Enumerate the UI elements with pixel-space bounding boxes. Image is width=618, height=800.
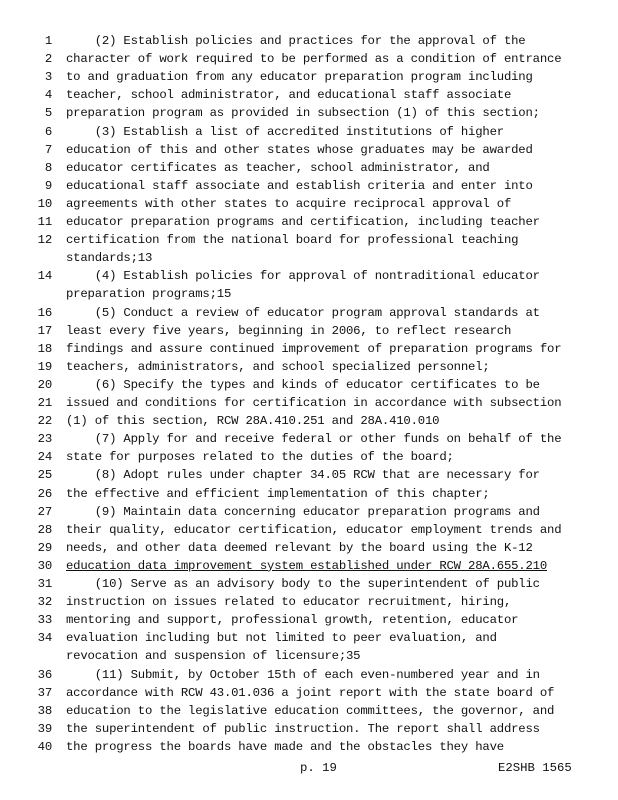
line-text: education data improvement system established under RCW 28A.655.210 xyxy=(66,558,548,573)
line-number: 8 xyxy=(44,160,52,175)
document-line xyxy=(0,50,618,68)
line-number: 26 xyxy=(37,486,52,501)
document-line xyxy=(0,340,618,358)
line-number: 34 xyxy=(37,631,52,646)
document-line xyxy=(0,702,618,720)
line-text: least every five years, beginning in 2006, to reflect research xyxy=(66,323,512,338)
line-number: 33 xyxy=(37,613,52,628)
line-text: findings and assure continued improvement of preparation programs for xyxy=(66,341,562,356)
document-line xyxy=(0,629,618,647)
line-text: state for purposes related to the duties of the board; xyxy=(66,450,454,465)
line-text: mentoring and support, professional growth, retention, educator xyxy=(66,613,519,628)
document-line xyxy=(0,647,618,665)
document-line xyxy=(0,68,618,86)
line-text: preparation programs;15 xyxy=(66,287,232,302)
line-text: educator preparation programs and certification, including teacher xyxy=(66,215,540,229)
document-line xyxy=(0,412,618,430)
line-number: 11 xyxy=(37,215,52,229)
line-number: 10 xyxy=(37,196,52,211)
line-number: 24 xyxy=(37,450,52,465)
line-number: 21 xyxy=(37,396,52,410)
line-text: (1) of this section, RCW 28A.410.251 and 28A.410.010 xyxy=(66,414,440,429)
document-line xyxy=(0,231,618,249)
line-text: education of this and other states whose graduates may be awarded xyxy=(66,142,533,157)
line-number: 29 xyxy=(37,540,52,555)
line-number: 38 xyxy=(37,703,52,718)
line-text: preparation program as provided in subsection (1) of this section; xyxy=(66,106,540,121)
line-text: educator certificates as teacher, school administrator, and xyxy=(66,160,490,175)
bill-identifier: E2SHB 1565 xyxy=(498,761,572,775)
line-text: teachers, administrators, and school specialized personnel; xyxy=(66,359,490,374)
document-line xyxy=(0,485,618,503)
document-line xyxy=(0,557,618,575)
document-line xyxy=(0,177,618,195)
document-line xyxy=(0,466,618,484)
line-number: 37 xyxy=(37,685,52,700)
line-text: standards;13 xyxy=(66,251,153,266)
line-number: 30 xyxy=(37,558,52,573)
document-line xyxy=(0,32,618,50)
line-text: the progress the boards have made and the obstacles they have xyxy=(66,739,504,754)
document-line xyxy=(0,503,618,521)
line-number: 9 xyxy=(44,178,52,193)
line-number: 18 xyxy=(37,341,52,356)
document-line xyxy=(0,448,618,466)
document-line xyxy=(0,539,618,557)
document-line xyxy=(0,430,618,448)
line-number: 19 xyxy=(37,359,52,374)
line-text: (5) Conduct a review of educator program approval standards at xyxy=(66,305,540,320)
document-line xyxy=(0,394,618,412)
line-number: 28 xyxy=(37,522,52,537)
line-text: issued and conditions for certification in accordance with subsection xyxy=(66,396,562,410)
line-text: their quality, educator certification, educator employment trends and xyxy=(66,522,562,537)
document-line xyxy=(0,611,618,629)
line-text: the effective and efficient implementation of this chapter; xyxy=(66,486,490,501)
line-text: (9) Maintain data concerning educator preparation programs and xyxy=(66,504,540,519)
line-text: agreements with other states to acquire reciprocal approval of xyxy=(66,196,512,211)
document-line xyxy=(0,684,618,702)
line-number: 36 xyxy=(37,667,52,682)
document-line xyxy=(0,738,618,756)
document-line xyxy=(0,267,618,285)
document-line xyxy=(0,666,618,684)
line-text: teacher, school administrator, and educational staff associate xyxy=(66,88,512,103)
document-line xyxy=(0,575,618,593)
document-line xyxy=(0,141,618,159)
line-number: 7 xyxy=(44,142,52,157)
document-line xyxy=(0,159,618,177)
line-number: 25 xyxy=(37,468,52,483)
line-text: the superintendent of public instruction. The report shall address xyxy=(66,721,540,736)
line-text: certification from the national board for professional teaching xyxy=(66,233,519,248)
line-text: instruction on issues related to educator recruitment, hiring, xyxy=(66,595,512,610)
line-number: 27 xyxy=(37,504,52,519)
document-line xyxy=(0,285,618,303)
line-text: educational staff associate and establish criteria and enter into xyxy=(66,178,533,193)
line-number: 17 xyxy=(37,323,52,338)
document-line xyxy=(0,86,618,104)
line-number: 16 xyxy=(37,305,52,320)
line-number: 3 xyxy=(44,70,52,85)
document-line xyxy=(0,195,618,213)
document-line xyxy=(0,322,618,340)
line-number: 5 xyxy=(44,106,52,121)
line-number: 1 xyxy=(44,34,52,48)
document-line xyxy=(0,249,618,267)
line-text: revocation and suspension of licensure;35 xyxy=(66,649,361,664)
line-number: 12 xyxy=(37,233,52,248)
line-text: (6) Specify the types and kinds of educator certificates to be xyxy=(66,377,540,392)
line-text: character of work required to be performed as a condition of entrance xyxy=(66,52,562,67)
line-number: 2 xyxy=(44,52,52,67)
line-text: (3) Establish a list of accredited institutions of higher xyxy=(66,124,504,139)
line-text: (8) Adopt rules under chapter 34.05 RCW that are necessary for xyxy=(66,468,540,483)
line-number: 20 xyxy=(37,377,52,392)
line-number: 14 xyxy=(37,269,52,284)
line-number: 6 xyxy=(44,124,52,139)
line-text: to and graduation from any educator preparation program including xyxy=(66,70,533,85)
document-line xyxy=(0,376,618,394)
line-number: 32 xyxy=(37,595,52,610)
document-line xyxy=(0,521,618,539)
line-text: needs, and other data deemed relevant by the board using the K-12 xyxy=(66,540,533,555)
line-text: (2) Establish policies and practices for the approval of the xyxy=(66,34,526,48)
line-number: 31 xyxy=(37,577,52,591)
line-text: (7) Apply for and receive federal or other funds on behalf of the xyxy=(66,432,562,447)
line-text: education to the legislative education committees, the governor, and xyxy=(66,703,555,718)
line-number: 4 xyxy=(44,88,52,103)
page-number: p. 19 xyxy=(300,761,337,775)
line-number: 22 xyxy=(37,414,52,429)
line-text: (10) Serve as an advisory body to the superintendent of public xyxy=(66,577,540,591)
document-line xyxy=(0,593,618,611)
line-number: 23 xyxy=(37,432,52,447)
document-line xyxy=(0,123,618,141)
document-line xyxy=(0,213,618,231)
line-text: evaluation including but not limited to peer evaluation, and xyxy=(66,631,497,646)
line-number: 40 xyxy=(37,739,52,754)
line-number: 39 xyxy=(37,721,52,736)
line-text: (4) Establish policies for approval of nontraditional educator xyxy=(66,269,540,284)
document-line xyxy=(0,358,618,376)
document-line xyxy=(0,104,618,122)
document-line xyxy=(0,720,618,738)
line-text: (11) Submit, by October 15th of each even-numbered year and in xyxy=(66,667,540,682)
document-line xyxy=(0,304,618,322)
line-text: accordance with RCW 43.01.036 a joint report with the state board of xyxy=(66,685,555,700)
